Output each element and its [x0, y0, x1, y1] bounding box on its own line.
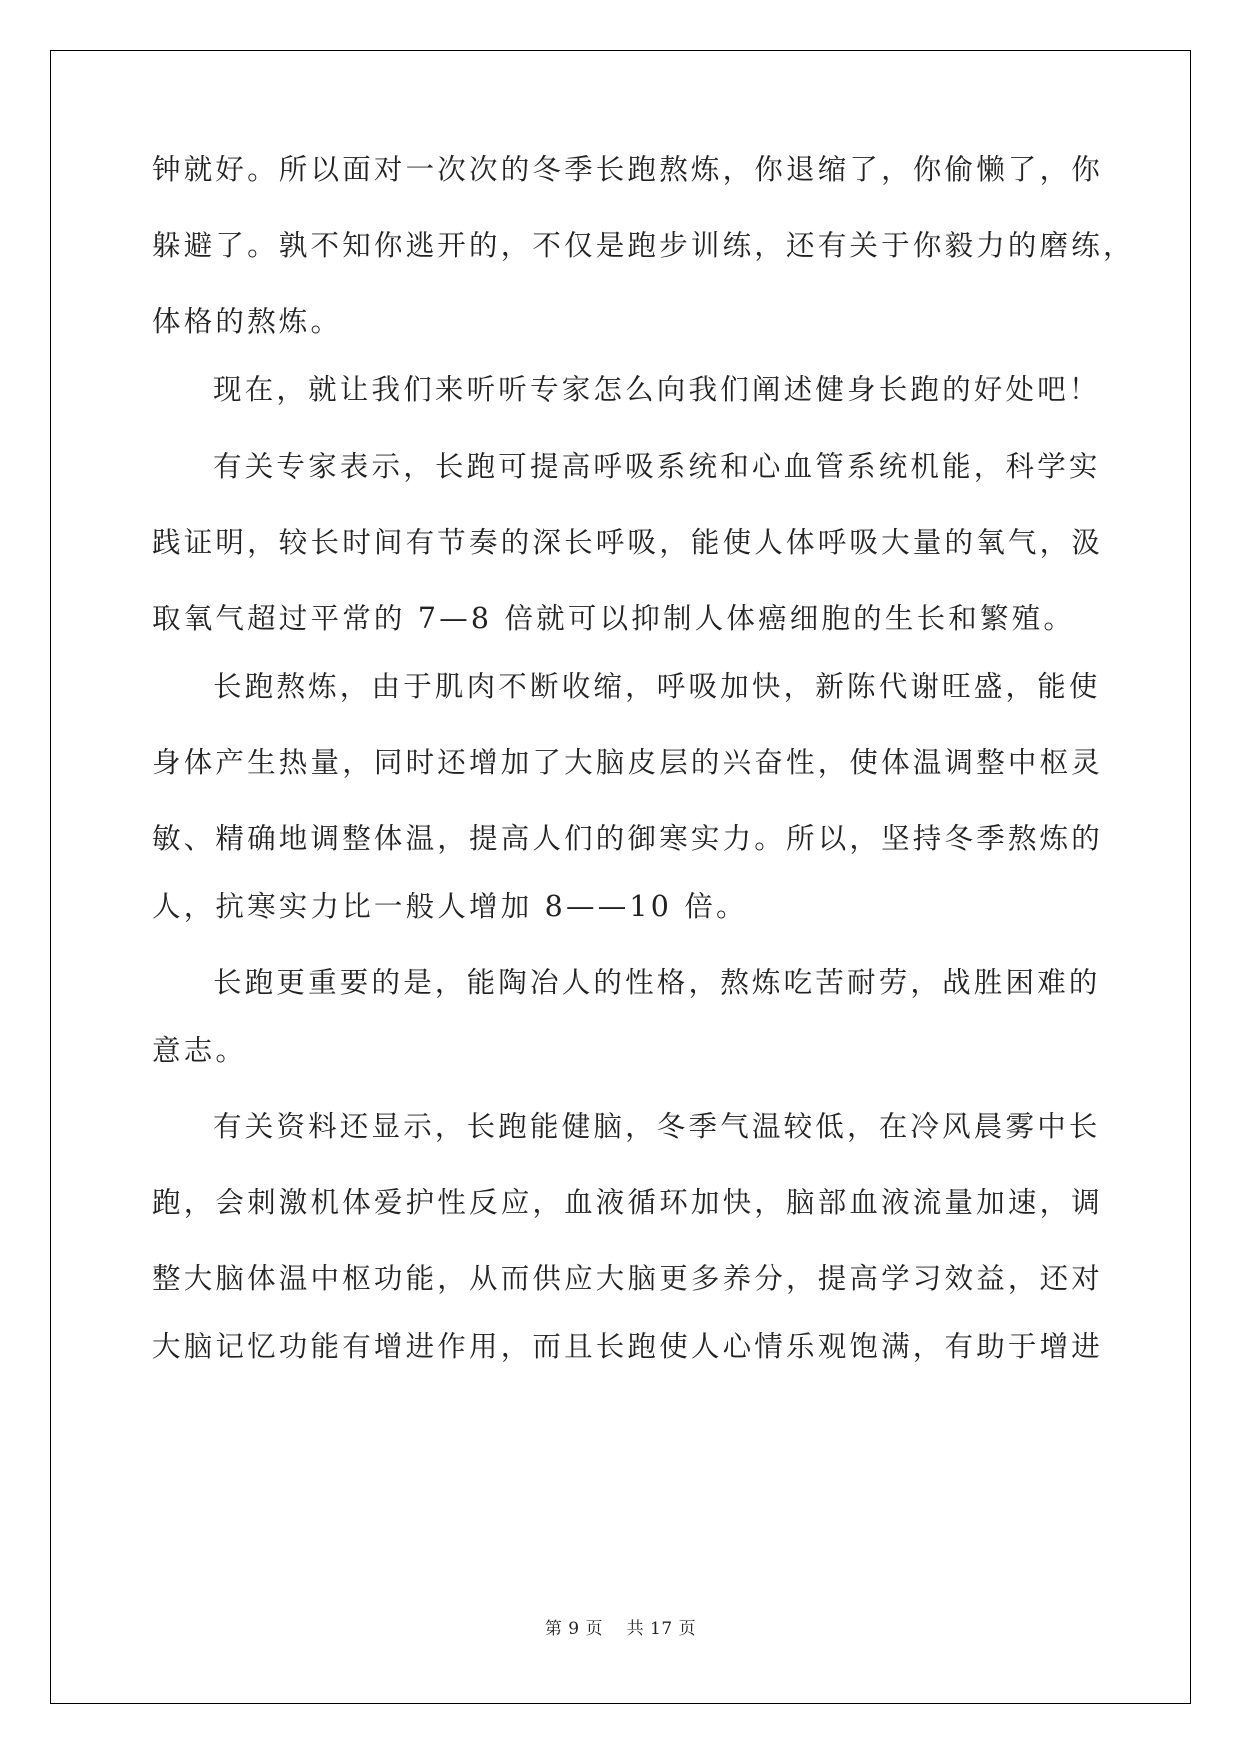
text-line: 人，抗寒实力比一般人增加 8——10 倍。 — [152, 890, 748, 923]
text-line: 现在，就让我们来听听专家怎么向我们阐述健身长跑的好处吧！ — [213, 373, 1101, 406]
text-line: 取氧气超过平常的 7—8 倍就可以抑制人体癌细胞的生长和繁殖。 — [152, 602, 1076, 635]
text-line: 践证明，较长时间有节奏的深长呼吸，能使人体呼吸大量的氧气，汲 — [152, 526, 1104, 559]
page-total: 共 17 页 — [626, 1619, 697, 1639]
text-line: 意志。 — [152, 1034, 248, 1067]
page-number: 第 9 页 — [544, 1619, 604, 1639]
text-line: 体格的熬炼。 — [152, 305, 343, 338]
text-line: 整大脑体温中枢功能，从而供应大脑更多养分，提高学习效益，还对 — [152, 1262, 1104, 1295]
text-line: 长跑更重要的是，能陶冶人的性格，熬炼吃苦耐劳，战胜困难的 — [213, 966, 1101, 999]
text-line: 长跑熬炼，由于肌肉不断收缩，呼吸加快，新陈代谢旺盛，能使 — [213, 670, 1101, 703]
text-line: 跑，会刺激机体爱护性反应，血液循环加快，脑部血液流量加速，调 — [152, 1186, 1104, 1219]
text-line: 身体产生热量，同时还增加了大脑皮层的兴奋性，使体温调整中枢灵 — [152, 746, 1104, 779]
text-line: 躲避了。孰不知你逃开的，不仅是跑步训练，还有关于你毅力的磨练， — [152, 229, 1135, 262]
text-line: 有关专家表示，长跑可提高呼吸系统和心血管系统机能，科学实 — [213, 450, 1101, 483]
text-line: 钟就好。所以面对一次次的冬季长跑熬炼，你退缩了，你偷懒了，你 — [152, 153, 1104, 186]
text-line: 敏、精确地调整体温，提高人们的御寒实力。所以，坚持冬季熬炼的 — [152, 822, 1104, 855]
page-border — [50, 50, 1191, 1704]
text-line: 有关资料还显示，长跑能健脑，冬季气温较低，在冷风晨雾中长 — [213, 1110, 1101, 1143]
text-line: 大脑记忆功能有增进作用，而且长跑使人心情乐观饱满，有助于增进 — [152, 1330, 1104, 1363]
page-footer — [0, 1614, 1241, 1639]
